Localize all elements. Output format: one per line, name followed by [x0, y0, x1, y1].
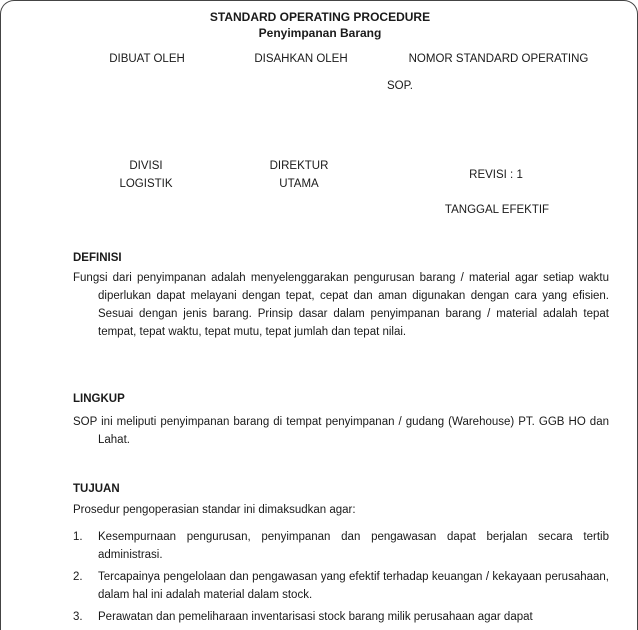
tujuan-item-1-text: Kesempurnaan pengurusan, penyimpanan dan pengawasan dapat berjalan secara tertib administrasi. [98, 531, 609, 561]
document-title: STANDARD OPERATING PROCEDURE [209, 10, 431, 24]
lingkup-text: SOP ini meliputi penyimpanan barang di tempat penyimpanan / gudang (Warehouse) PT. GGB HO dan Lahat. [73, 416, 609, 446]
tujuan-item-3-number: 3. [73, 611, 83, 623]
nomor-sop-value: SOP. [387, 80, 413, 92]
direktur-line1: DIREKTUR [269, 160, 329, 172]
tujuan-item-1-number: 1. [73, 531, 83, 543]
tujuan-item-1 [73, 528, 609, 564]
tujuan-item-3 [73, 608, 609, 626]
tujuan-item-2-number: 2. [73, 571, 83, 583]
tujuan-intro: Prosedur pengoperasian standar ini dimaksudkan agar: [73, 504, 356, 516]
tujuan-item-3-text: Perawatan dan pemeliharaan inventarisasi stock barang milik perusahaan agar dapat [98, 611, 533, 623]
dibuat-oleh-label: DIBUAT OLEH [109, 53, 185, 65]
tujuan-heading: TUJUAN [73, 483, 120, 495]
divisi-line1: DIVISI [129, 160, 163, 172]
definisi-text: Fungsi dari penyimpanan adalah menyelenggarakan pengurusan barang / material agar setiap waktu diperlukan dapat melayani dengan tepat, cepat dan aman digunakan dengan cara yang efisien. Sesuai dengan jenis barang. Prinsip dasar dalam penyimpanan barang / material adalah tepat tempat, tepat waktu, tepat mutu, tepat jumlah dan tepat nilai. [73, 272, 609, 338]
direktur-line2: UTAMA [279, 178, 319, 190]
revisi-label: REVISI : 1 [469, 169, 523, 181]
lingkup-heading: LINGKUP [73, 393, 125, 405]
nomor-sop-label: NOMOR STANDARD OPERATING [408, 53, 589, 65]
document-subtitle: Penyimpanan Barang [258, 26, 382, 40]
definisi-heading: DEFINISI [73, 252, 122, 264]
tanggal-efektif-label: TANGGAL EFEKTIF [444, 204, 550, 216]
tujuan-item-2-text: Tercapainya pengelolaan dan pengawasan yang efektif terhadap keuangan / kekayaan perusahaan, dalam hal ini adalah material dalam stock. [98, 571, 609, 601]
tujuan-item-2 [73, 568, 609, 604]
direktur-cell [251, 157, 347, 193]
divisi-cell [101, 157, 191, 193]
divisi-line2: LOGISTIK [119, 178, 173, 190]
disahkan-oleh-label: DISAHKAN OLEH [254, 53, 348, 65]
